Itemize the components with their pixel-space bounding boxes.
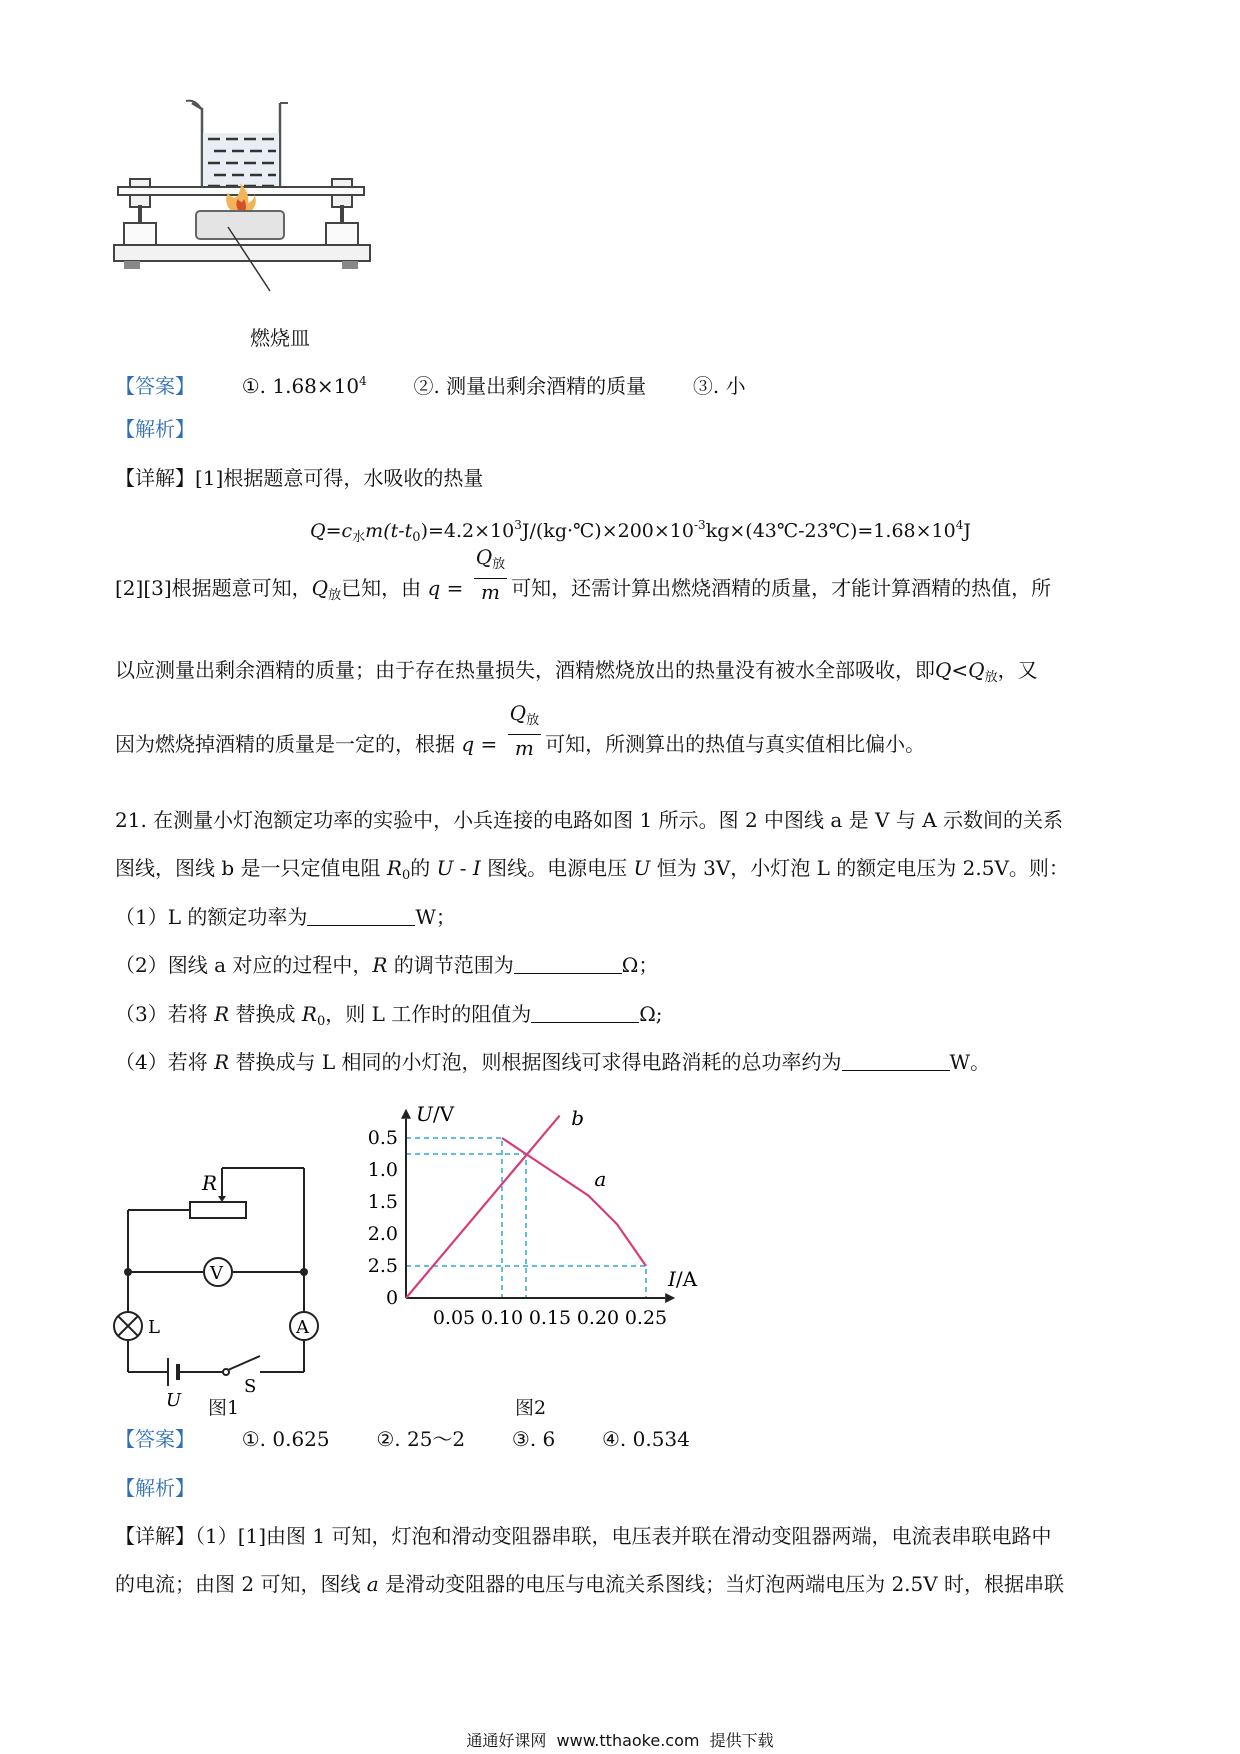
q21-sub-4: （4）若将 R 替换成与 L 相同的小灯泡，则根据图线可求得电路消耗的总功率约为 W。 <box>115 1050 991 1074</box>
q21-sub-3: （3）若将 R 替换成 $R_0$，则 L 工作时的阻值为 Ω; <box>115 1002 663 1029</box>
answer-blank <box>531 1004 639 1023</box>
q21-detail-1: 【详解】（1）[1]由图 1 可知，灯泡和滑动变阻器串联，电压表并联在滑动变阻器两端，电流表串联电路中 <box>115 1524 1052 1548</box>
lamp-label: L <box>148 1317 160 1338</box>
page-footer: 通通好课网 www.tthaoke.com 提供下载 <box>466 1731 774 1750</box>
y-axis-title: U/V <box>416 1101 455 1126</box>
x-tick-label: 0.25 <box>624 1307 668 1329</box>
x-axis-arrow <box>665 1293 675 1303</box>
q21-sub-1: （1）L 的额定功率为 W； <box>115 905 456 929</box>
q21-answer-2: ②. 25～2 <box>376 1427 466 1451</box>
y-tick-label: 2.5 <box>367 1255 398 1277</box>
y-axis-arrow <box>401 1109 411 1119</box>
analysis-label: 【解析】 <box>115 1476 195 1500</box>
q20-answer-2: ②. 测量出剩余酒精的质量 <box>413 374 647 398</box>
ui-graph-figure-2 <box>350 1100 750 1380</box>
q21-answer-line <box>115 1427 690 1451</box>
heating-apparatus-figure <box>110 95 380 355</box>
switch-label: S <box>244 1376 257 1397</box>
q20-para-4: 因为燃烧掉酒精的质量是一定的，根据 q = $\frac{Q_放}{m}$ 可知，所测算出的热值与真实值相比偏小。 <box>115 701 926 760</box>
analysis-label: 【解析】 <box>115 417 195 441</box>
series-line-b <box>406 1116 560 1298</box>
q20-para-3: 以应测量出剩余酒精的质量；由于存在热量损失，酒精燃烧放出的热量没有被水全部吸收，即$Q<Q_放$，又 <box>115 658 1038 685</box>
y-tick-label: 1.5 <box>367 1191 398 1213</box>
x-tick-label: 0.15 <box>528 1307 572 1329</box>
q21-answer-4: ④. 0.534 <box>601 1427 690 1451</box>
answer-blank <box>842 1052 950 1071</box>
answer-blank <box>514 955 622 974</box>
q21-sub-2: （2）图线 a 对应的过程中，R 的调节范围为 Ω； <box>115 953 659 977</box>
q20-para-2: [2][3]根据题意可知，$Q_放$已知，由 q = $\frac{Q_放}{m}$ 可知，还需计算出燃烧酒精的质量，才能计算酒精的热值，所 <box>115 545 1052 604</box>
chart-labels <box>368 1102 698 1329</box>
source-label: U <box>166 1390 182 1411</box>
x-tick-label: 0.20 <box>576 1307 620 1329</box>
figure-2-caption: 图2 <box>515 1397 547 1419</box>
voltmeter-label: V <box>210 1263 223 1284</box>
label-r: R <box>202 1171 218 1195</box>
origin-label: 0 <box>386 1287 399 1309</box>
answer-label: 【答案】 <box>115 1427 195 1451</box>
y-tick-label: 2.0 <box>367 1223 398 1245</box>
guide-line-0 <box>406 1138 502 1298</box>
q20-detail-1: 【详解】[1]根据题意可得，水吸收的热量 <box>115 466 484 490</box>
answer-blank <box>307 907 415 926</box>
series-label-a: a <box>594 1167 607 1191</box>
x-axis-title: I/A <box>668 1267 698 1291</box>
q20-answer-3: ③. 小 <box>692 374 746 398</box>
q21-detail-2: 的电流；由图 2 可知，图线 a 是滑动变阻器的电压与电流关系图线；当灯泡两端电压为 2.5V 时，根据串联 <box>115 1572 1065 1596</box>
q21-answer-1: ①. 0.625 <box>241 1427 330 1451</box>
apparatus-caption: 燃烧皿 <box>250 326 310 350</box>
y-tick-label: 1.0 <box>367 1159 398 1181</box>
y-tick-label: 0.5 <box>367 1127 398 1149</box>
x-tick-label: 0.05 <box>432 1307 476 1329</box>
x-tick-label: 0.10 <box>480 1307 524 1329</box>
q21-stem-2: 图线，图线 b 是一只定值电阻 $R_0$的 U - I 图线。电源电压 U 恒为 3V，小灯泡 L 的额定电压为 2.5V。则： <box>115 856 1069 883</box>
q21-answer-3: ③. 6 <box>511 1427 556 1451</box>
detail-label: 【详解】 <box>115 466 195 490</box>
q20-answer-line <box>115 369 746 398</box>
series-label-b: b <box>571 1105 585 1130</box>
figure-1-caption: 图1 <box>208 1397 240 1419</box>
ammeter-label: A <box>296 1317 309 1338</box>
heat-equation: $Q=c_水m(t-t_0)=4.2\times 10^3J/(kg\cdot℃)\times 200\times 10^{-3}kg\times(43℃-23℃)=1.68\times 10^4J$ <box>310 518 971 545</box>
q21-stem-1: 21. 在测量小灯泡额定功率的实验中，小兵连接的电路如图 1 所示。图 2 中图线 a 是 V 与 A 示数间的关系 <box>115 808 1063 832</box>
q20-answer-1: ①. $1.68\times 10^4$ <box>241 374 367 398</box>
answer-label: 【答案】 <box>115 374 195 398</box>
